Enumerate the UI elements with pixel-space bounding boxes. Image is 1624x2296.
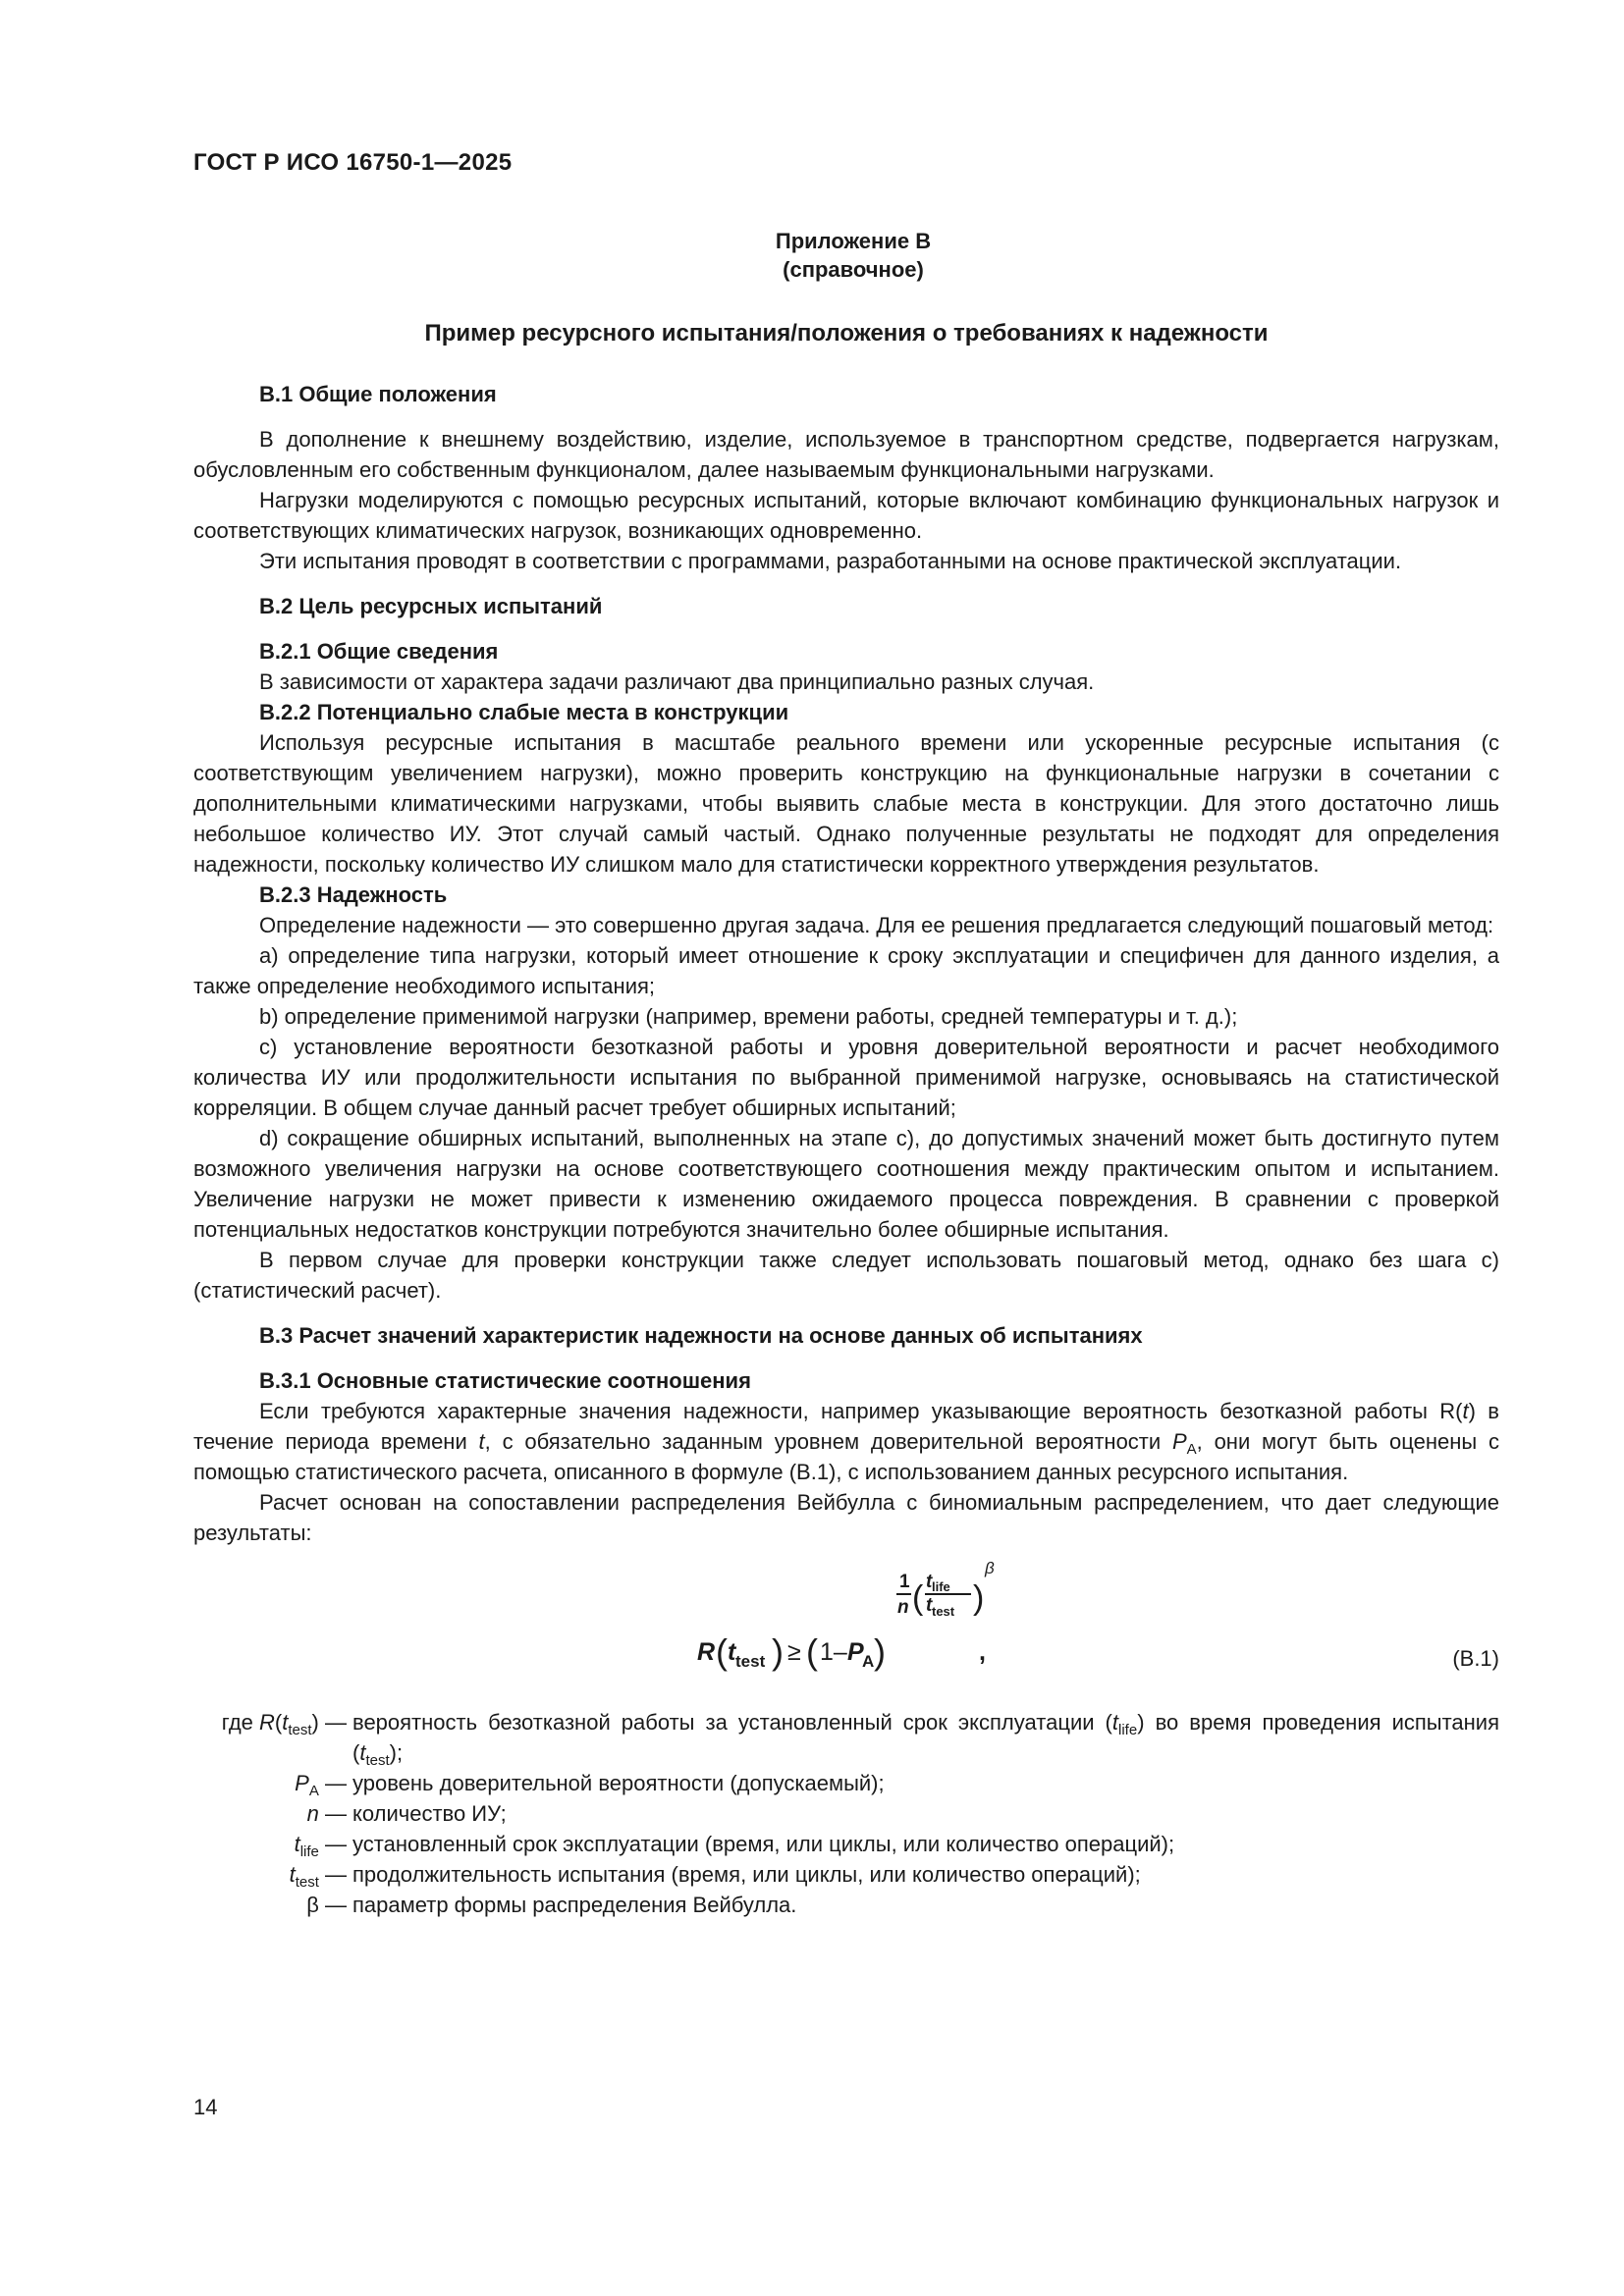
formula-R: R bbox=[697, 1638, 716, 1666]
paragraph: Определение надежности — это совершенно другая задача. Для ее решения предлагается следующий пошаговый метод: bbox=[259, 913, 1494, 937]
section-heading-b22: В.2.2 Потенциально слабые места в конструкции bbox=[259, 700, 789, 724]
definition-row: $t_{test}$ — продолжительность испытания (время, или циклы, или количество операций); bbox=[289, 1862, 1141, 1891]
paragraph: Если требуются характерные значения надежности, например указывающие вероятность безотказной работы R(t) в течение периода времени t, с обязательно заданным уровнем доверительной вероятности $P_A$, они могут быть оценены с помощью статистического расчета, описанного в формуле (В.1), с использованием данных ресурсного испытания. bbox=[193, 1399, 1499, 1484]
formula-exp-sub-life: life bbox=[932, 1579, 950, 1594]
formula-exp-t-test: t bbox=[926, 1595, 933, 1616]
document-body bbox=[193, 379, 1499, 1920]
formula-comma: , bbox=[979, 1638, 986, 1666]
section-heading-b2: В.2 Цель ресурсных испытаний bbox=[259, 594, 603, 618]
list-item-b: b) определение применимой нагрузки (например, времени работы, средней температуры и т. д.); bbox=[259, 1004, 1238, 1029]
paragraph: Эти испытания проводят в соответствии с программами, разработанными на основе практической эксплуатации. bbox=[259, 549, 1402, 573]
formula-one-minus: 1– bbox=[820, 1638, 847, 1666]
formula-exp-n: n bbox=[897, 1597, 909, 1618]
section-heading-b1: В.1 Общие положения bbox=[259, 382, 497, 406]
formula-sub-A: A bbox=[862, 1652, 875, 1671]
paragraph: В зависимости от характера задачи различают два принципиально разных случая. bbox=[259, 669, 1095, 694]
formula-paren-close-2: ) bbox=[874, 1631, 886, 1672]
formula-exp-paren-close: ) bbox=[973, 1579, 985, 1617]
paragraph: Нагрузки моделируются с помощью ресурсных испытаний, которые включают комбинацию функциональных нагрузок и соответствующих климатических нагрузок, возникающих одновременно. bbox=[193, 488, 1499, 543]
paragraph: Используя ресурсные испытания в масштабе реального времени или ускоренные ресурсные испытания (с соответствующим увеличением нагрузки), можно проверить конструкцию на функциональные нагрузки в сочетании с дополнительными климатическими нагрузками, чтобы выявить слабые места в конструкции. Для этого достаточно лишь небольшое количество ИУ. Этот случай самый частый. Однако полученные результаты не подходят для определения надежности, поскольку количество ИУ слишком мало для статистически корректного утверждения результатов. bbox=[193, 730, 1499, 877]
formula-exp-one: 1 bbox=[899, 1572, 910, 1592]
annex-kind: (справочное) bbox=[783, 257, 924, 282]
formula-graphic bbox=[193, 1552, 1499, 1697]
list-item-a: a) определение типа нагрузки, который имеет отношение к сроку эксплуатации и специфичен для данного изделия, а также определение необходимого испытания; bbox=[193, 943, 1499, 998]
formula-paren-close: ) bbox=[772, 1631, 784, 1672]
formula-paren-open: ( bbox=[716, 1631, 728, 1672]
formula-paren-open-2: ( bbox=[806, 1631, 818, 1672]
symbol-definitions bbox=[193, 1707, 1499, 1920]
formula-exp-beta: β bbox=[985, 1559, 995, 1577]
list-item-d: d) сокращение обширных испытаний, выполненных на этапе c), до допустимых значений может быть достигнуто путем возможного увеличения нагрузки на основе соответствующего соотношения между практическим опытом и испытанием. Увеличение нагрузки не может привести к изменению ожидаемого процесса повреждения. В сравнении с проверкой потенциальных недостатков конструкции потребуются значительно более обширные испытания. bbox=[193, 1126, 1499, 1242]
paragraph: В первом случае для проверки конструкции также следует использовать пошаговый метод, однако без шага c) (статистический расчет). bbox=[193, 1248, 1499, 1303]
definition-row: $P_A$ — уровень доверительной вероятности (допускаемый); bbox=[295, 1771, 885, 1799]
formula-geq: ≥ bbox=[787, 1638, 801, 1666]
section-heading-b3: В.3 Расчет значений характеристик надежности на основе данных об испытаниях bbox=[259, 1323, 1143, 1348]
formula-sub-test: test bbox=[735, 1652, 766, 1671]
annex-title: Пример ресурсного испытания/положения о требованиях к надежности bbox=[424, 320, 1269, 347]
formula-number: (В.1) bbox=[1452, 1646, 1499, 1671]
definition-row: $t_{life}$ — установленный срок эксплуатации (время, или циклы, или количество операций); bbox=[294, 1832, 1175, 1860]
formula-P: P bbox=[847, 1638, 864, 1666]
list-item-c: c) установление вероятности безотказной работы и уровня доверительной вероятности и расчет необходимого количества ИУ или продолжительности испытания по выбранной применимой нагрузке, основываясь на статистической корреляции. В общем случае данный расчет требует обширных испытаний; bbox=[193, 1035, 1499, 1120]
formula-b1 bbox=[193, 1552, 1499, 1697]
section-heading-b31: В.3.1 Основные статистические соотношения bbox=[259, 1368, 751, 1393]
formula-exp-t-life: t bbox=[926, 1572, 933, 1592]
section-heading-b23: В.2.3 Надежность bbox=[259, 882, 448, 907]
page-number: 14 bbox=[193, 2095, 218, 2119]
annex-name: Приложение В bbox=[775, 229, 932, 253]
standard-header: ГОСТ Р ИСО 16750-1—2025 bbox=[193, 149, 513, 176]
definition-row: где $R(t_{test})$ — вероятность безотказной работы за установленный срок эксплуатации $(t_{life})$ во время проведения испытания $(t_{test})$; bbox=[221, 1710, 1499, 1769]
paragraph: Расчет основан на сопоставлении распределения Вейбулла с биномиальным распределением, что дает следующие результаты: bbox=[193, 1490, 1499, 1545]
section-heading-b21: В.2.1 Общие сведения bbox=[259, 639, 499, 664]
definition-row: β — параметр формы распределения Вейбулла. bbox=[306, 1893, 797, 1917]
definition-row: n — количество ИУ; bbox=[306, 1801, 507, 1826]
paragraph: В дополнение к внешнему воздействию, изделие, используемое в транспортном средстве, подвергается нагрузкам, обусловленным его собственным функционалом, далее называемым функциональными нагрузками. bbox=[193, 427, 1499, 482]
formula-exp-paren-open: ( bbox=[912, 1579, 924, 1617]
formula-exp-sub-test: test bbox=[932, 1604, 955, 1619]
formula-t: t bbox=[728, 1638, 736, 1666]
